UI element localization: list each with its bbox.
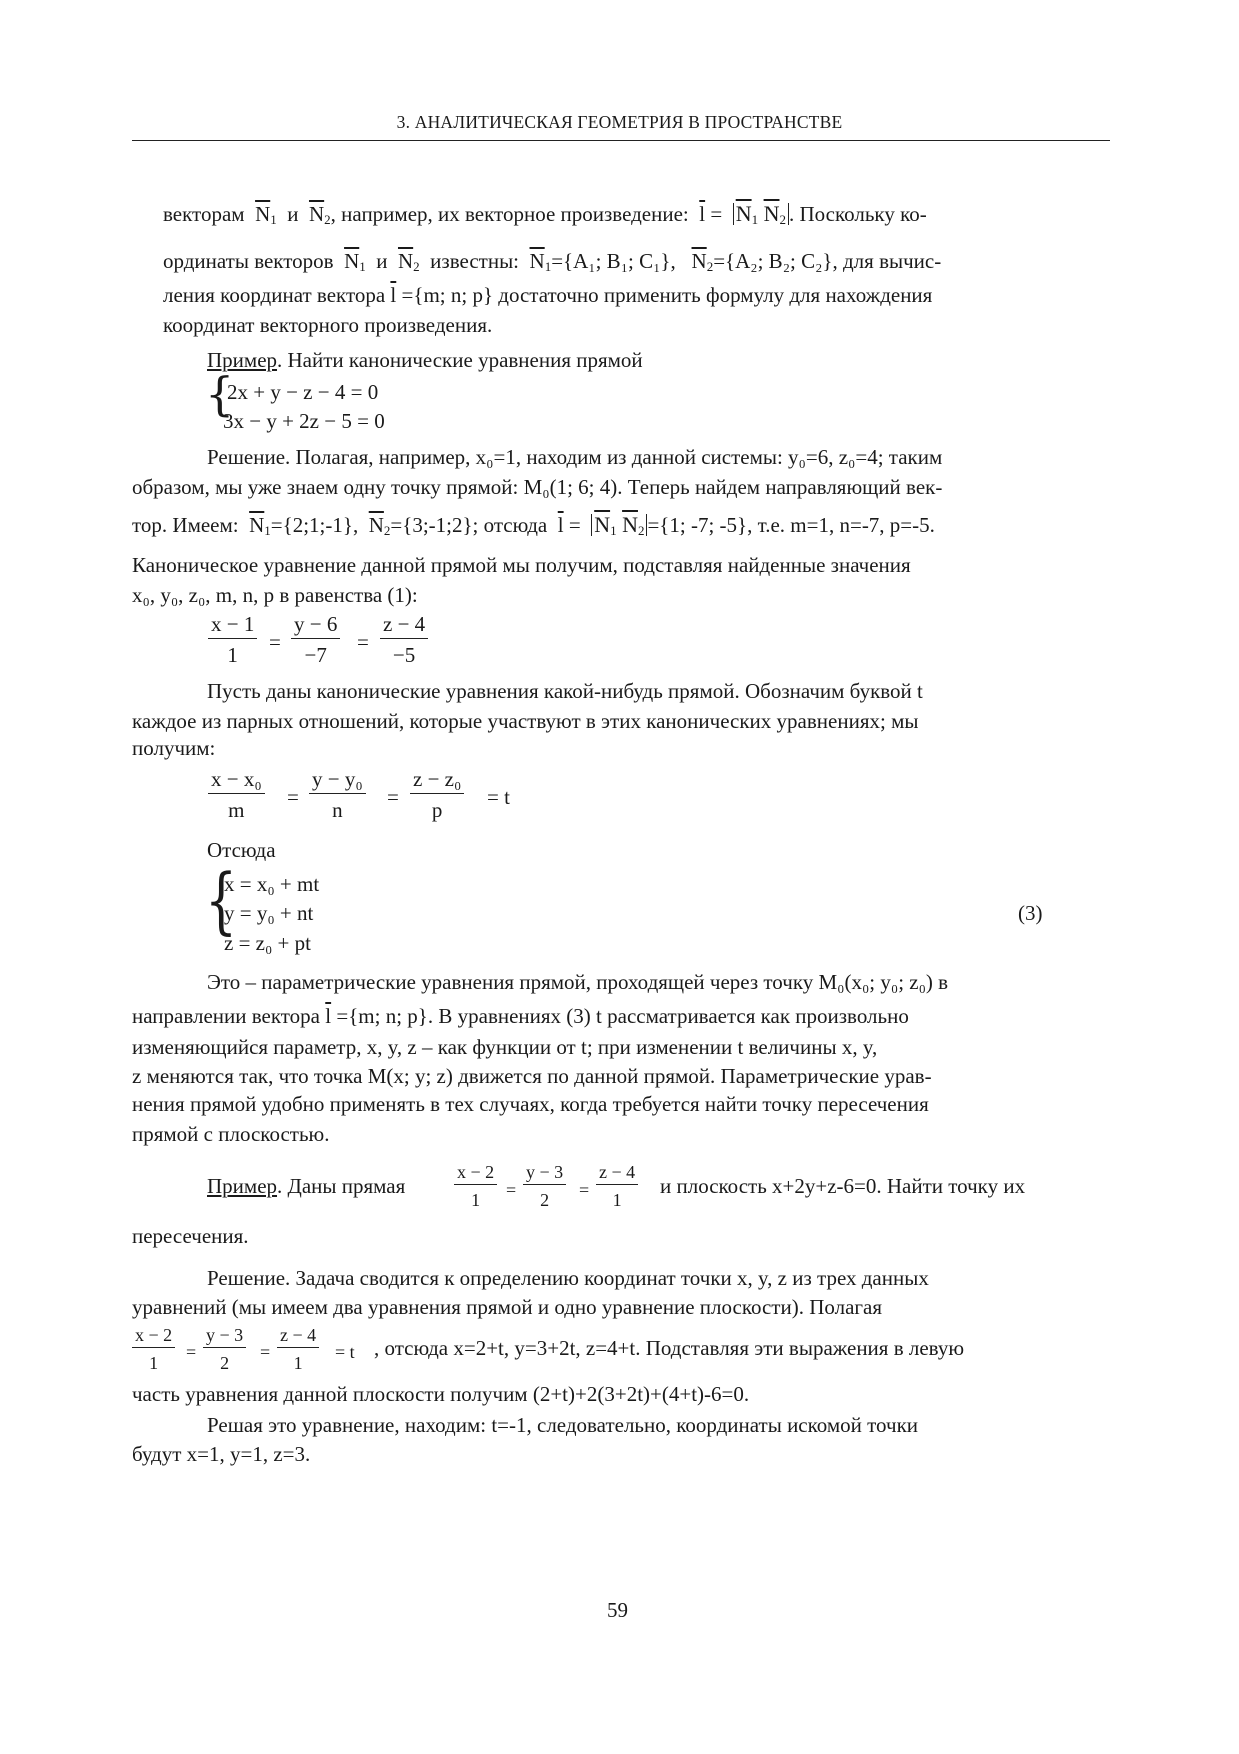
- eq-sign: =: [287, 785, 299, 809]
- ex2-frac3: z − 4 1: [596, 1163, 638, 1209]
- p1-line1: векторам $\overline{N}_1$ и $\overline{N}_2$, например, их векторное произведение: $\overline{l} = \overline{N}_1$ $\overline{N}_2$ . Поскольку ко-: [163, 201, 927, 227]
- eq-sign: =: [186, 1342, 197, 1362]
- ex2-sol-frac1: x − 2 1: [132, 1326, 175, 1372]
- cross-product-bracket-2: $\overline{N}_1$ $\overline{N}_2$: [591, 514, 647, 536]
- p2-line3: получим:: [132, 736, 216, 760]
- ex2-sol-line6: будут x=1, y=1, z=3.: [132, 1442, 311, 1466]
- ex2-sol-line4: часть уравнения данной плоскости получим (2+t)+2(3+2t)+(4+t)-6=0.: [132, 1382, 750, 1406]
- ex1-sol-line1: Решение. Полагая, например, x₀=1, находим из данной системы: y₀=6, z₀=4; таким: [207, 445, 943, 469]
- canon-frac3: z − z₀ p: [410, 769, 464, 821]
- eq-sign: =: [387, 785, 399, 809]
- eq-sign: =: [506, 1180, 517, 1200]
- example2-task-end: пересечения.: [132, 1224, 249, 1248]
- p1-line2: ординаты векторов $\overline{N}_1$ и $\overline{N}_2$ известны: $\overline{N}_1=\{A_1$; B₁; C₁}, $\overline{N}_2=\{A_2$; B₂; C₂}, для вычис-: [163, 249, 942, 274]
- p2-line1: Пусть даны канонические уравнения какой-нибудь прямой. Обозначим буквой t: [207, 679, 923, 703]
- ex1-frac2: y − 6 −7: [291, 614, 340, 666]
- p3-line4: z меняются так, что точка M(x; y; z) движется по данной прямой. Параметрические урав-: [132, 1064, 932, 1088]
- running-header: 3. АНАЛИТИЧЕСКАЯ ГЕОМЕТРИЯ В ПРОСТРАНСТВЕ: [396, 112, 843, 132]
- ex1-frac3: z − 4 −5: [380, 614, 428, 666]
- eq-sign: =: [579, 1180, 590, 1200]
- canon-frac1: x − x₀ m: [208, 769, 265, 821]
- ex2-frac1: x − 2 1: [454, 1163, 497, 1209]
- example2-intro: Пример. Даны прямая: [207, 1174, 406, 1198]
- system-eq1: 2x + y − z − 4 = 0: [227, 380, 379, 404]
- eq-sign: =: [269, 630, 281, 654]
- system-brace: {: [205, 367, 235, 421]
- ex2-sol-line1: Решение. Задача сводится к определению координат точки x, y, z из трех данных: [207, 1266, 929, 1290]
- p3-line1: Это – параметрические уравнения прямой, проходящей через точку M₀(x₀; y₀; z₀) в: [207, 970, 949, 994]
- canon-frac2: y − y₀ n: [309, 769, 366, 821]
- hence-label: Отсюда: [207, 838, 276, 862]
- eq-sign: =: [357, 630, 369, 654]
- cross-product-bracket: $\overline{N}_1$ $\overline{N}_2$: [733, 203, 789, 225]
- ex2-sol-line5: Решая это уравнение, находим: t=-1, следовательно, координаты искомой точки: [207, 1413, 919, 1437]
- page-number: 59: [607, 1598, 628, 1622]
- ex2-sol-eqt: = t: [335, 1342, 355, 1362]
- ex2-sol-frac3: z − 4 1: [277, 1326, 319, 1372]
- ex1-sol-line2: образом, мы уже знаем одну точку прямой: M₀(1; 6; 4). Теперь найдем направляющий век-: [132, 475, 943, 499]
- param-eq2: y = y₀ + nt: [224, 901, 314, 925]
- ex2-frac2: y − 3 2: [523, 1163, 566, 1209]
- header-rule: [132, 140, 1110, 141]
- ex2-sol-frac2: y − 3 2: [203, 1326, 246, 1372]
- p3-line3: изменяющийся параметр, x, y, z – как функции от t; при изменении t величины x, y,: [132, 1035, 878, 1059]
- p3-line2: направлении вектора $\overline{l} =\{m$; n; p}. В уравнениях (3) t рассматривается как произвольно: [132, 1004, 909, 1028]
- p3-line5: нения прямой удобно применять в тех случаях, когда требуется найти точку пересечения: [132, 1092, 929, 1116]
- p2-line2: каждое из парных отношений, которые участвуют в этих канонических уравнениях; мы: [132, 709, 919, 733]
- ex1-sol-line4: Каноническое уравнение данной прямой мы получим, подставляя найденные значения: [132, 553, 911, 577]
- ex2-sol-line3: , отсюда x=2+t, y=3+2t, z=4+t. Подставляя эти выражения в левую: [374, 1336, 965, 1360]
- example1-heading: Пример. Найти канонические уравнения прямой: [207, 348, 643, 372]
- param-brace: {: [205, 858, 238, 942]
- canon-tail: = t: [487, 785, 510, 809]
- p3-line6: прямой с плоскостью.: [132, 1122, 330, 1146]
- p1-line3: ления координат вектора $\overline{l} =\{m$; n; p} достаточно применить формулу для нахождения: [163, 283, 933, 307]
- param-eq1: x = x₀ + mt: [224, 872, 320, 896]
- ex1-sol-line5: x₀, y₀, z₀, m, n, p в равенства (1):: [132, 583, 418, 607]
- p1-line4: координат векторного произведения.: [163, 313, 493, 337]
- equation-number: (3): [1018, 901, 1043, 925]
- system-eq2: 3x − y + 2z − 5 = 0: [223, 409, 385, 433]
- ex2-sol-line2: уравнений (мы имеем два уравнения прямой и одно уравнение плоскости). Полагая: [132, 1295, 882, 1319]
- param-eq3: z = z₀ + pt: [224, 931, 311, 955]
- ex1-frac1: x − 1 1: [208, 614, 257, 666]
- ex1-sol-line3: тор. Имеем: $\overline{N}_1=\{2;1;-1\}$, $\overline{N}_2=\{3;-1;2\}$; отсюда $\overline{l} = \overline{N}_1$ $\overline{N}_2 =\{1$; -7; -5}, т.е. m=1, n=-7, p=-5.: [132, 512, 935, 538]
- eq-sign: =: [260, 1342, 271, 1362]
- example2-task: и плоскость x+2y+z-6=0. Найти точку их: [660, 1174, 1026, 1198]
